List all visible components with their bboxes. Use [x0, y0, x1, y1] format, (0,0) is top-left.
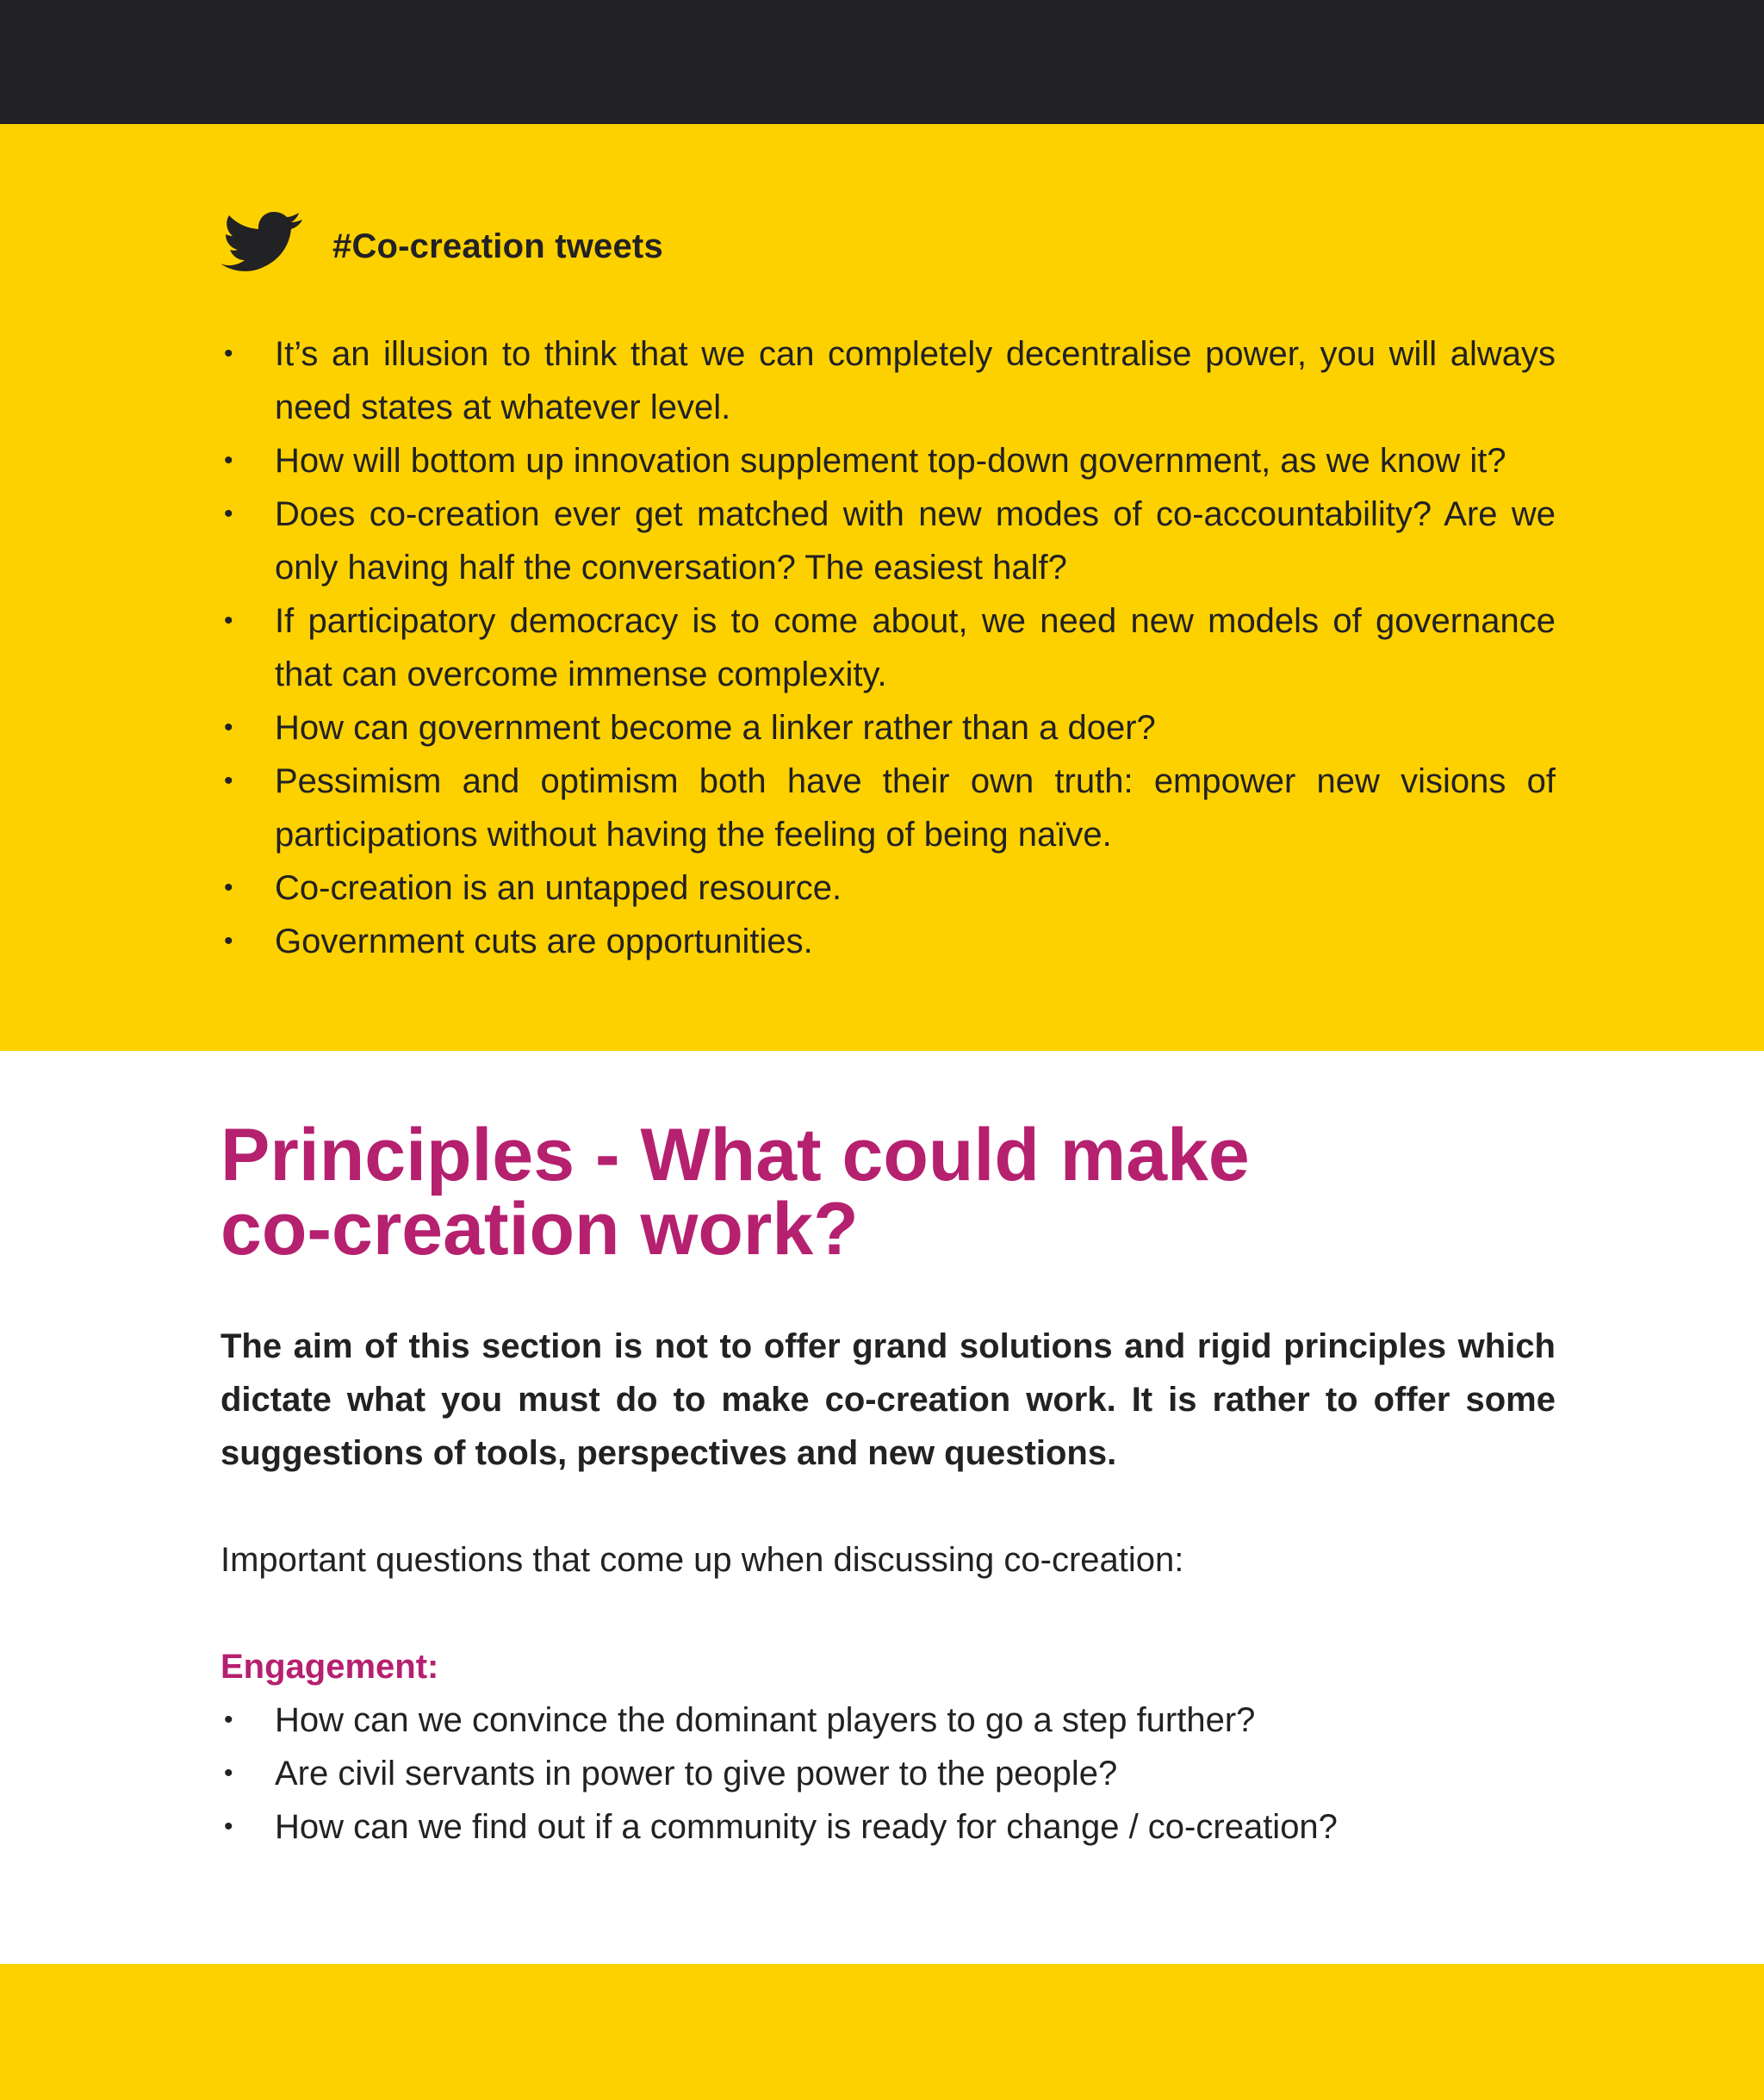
list-item-text: Are civil servants in power to give power to the people?: [275, 1755, 1118, 1792]
top-dark-bar: [0, 0, 1764, 124]
bullet-icon: •: [224, 339, 233, 368]
principles-intro: The aim of this section is not to offer grand solutions and rigid principles which dictate what you must do to make co-creation work. It is rather to offer some suggestions of tools, perspectives and new questions.: [220, 1327, 1556, 1472]
list-item: [220, 1747, 1556, 1800]
list-item-text: How can we find out if a community is ready for change / co-creation?: [275, 1808, 1338, 1846]
list-item: [220, 701, 1556, 755]
list-item-text: Pessimism and optimism both have their own truth: empower new visions of participations without having the feeling of being naïve.: [275, 762, 1556, 854]
list-item-text: How can we convince the dominant players to go a step further?: [275, 1701, 1256, 1739]
list-item: [220, 1800, 1556, 1854]
engagement-heading: Engagement:: [220, 1648, 439, 1686]
bottom-yellow-band: [0, 1964, 1764, 2100]
list-item-text: If participatory democracy is to come about, we need new models of governance that can overcome immense complexity.: [275, 602, 1556, 693]
bullet-icon: •: [224, 1812, 233, 1841]
bullet-icon: •: [224, 1759, 233, 1787]
bullet-icon: •: [224, 446, 233, 475]
list-item-text: How can government become a linker rather than a doer?: [275, 709, 1156, 747]
list-item-text: It’s an illusion to think that we can completely decentralise power, you will always need states at whatever level.: [275, 335, 1556, 426]
principles-heading-line2: co-creation work?: [220, 1188, 859, 1271]
bullet-icon: •: [224, 500, 233, 528]
bullet-icon: •: [224, 1705, 233, 1734]
list-item: [220, 755, 1556, 861]
principles-heading-line1: Principles - What could make: [220, 1114, 1250, 1196]
bullet-icon: •: [224, 873, 233, 902]
bullet-icon: •: [224, 767, 233, 795]
list-item: [220, 861, 1556, 915]
principles-heading: [220, 1114, 1340, 1271]
list-item: [220, 1693, 1556, 1747]
bullet-icon: •: [224, 606, 233, 635]
list-item-text: How will bottom up innovation supplement top-down government, as we know it?: [275, 442, 1506, 480]
tweets-title: #Co-creation tweets: [332, 227, 663, 265]
list-item: [220, 488, 1556, 594]
list-item-text: Co-creation is an untapped resource.: [275, 869, 842, 907]
list-item-text: Government cuts are opportunities.: [275, 923, 813, 960]
engagement-list: [220, 1693, 1556, 1854]
tweets-list: [220, 327, 1556, 968]
list-item: [220, 594, 1556, 701]
list-item: [220, 327, 1556, 434]
list-item: [220, 434, 1556, 488]
twitter-bird-icon: [220, 212, 303, 281]
questions-lead: Important questions that come up when discussing co-creation:: [220, 1541, 1184, 1579]
list-item: [220, 915, 1556, 968]
tweets-header: [220, 212, 663, 281]
list-item-text: Does co-creation ever get matched with new modes of co-accountability? Are we only having half the conversation? The easiest half?: [275, 495, 1556, 587]
bullet-icon: •: [224, 927, 233, 955]
bullet-icon: •: [224, 713, 233, 742]
